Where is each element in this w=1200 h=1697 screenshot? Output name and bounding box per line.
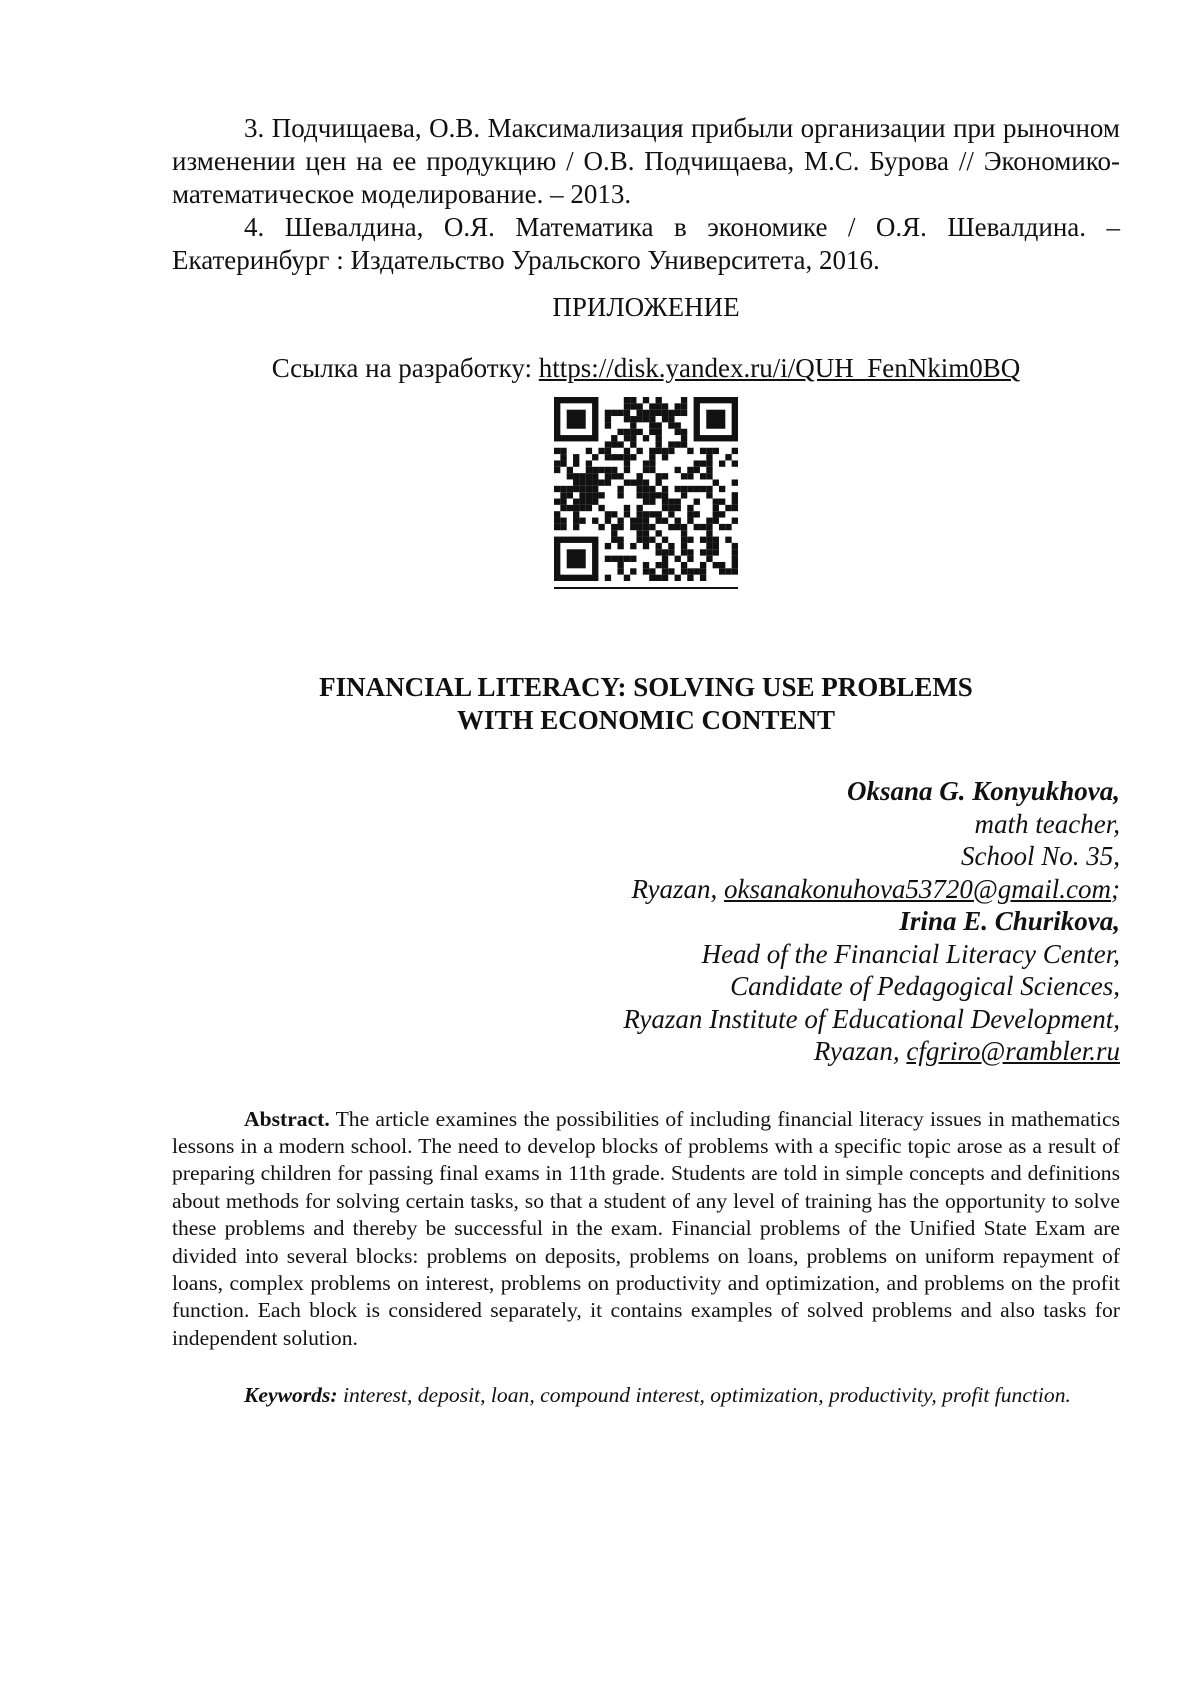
keywords-paragraph	[172, 1382, 1120, 1409]
keywords-text: interest, deposit, loan, compound interest, optimization, productivity, profit function.	[343, 1383, 1071, 1407]
reference-4: 4. Шевалдина, О.Я. Математика в экономике / О.Я. Шевалдина. – Екатеринбург : Издательство Уральского Университета, 2016.	[172, 211, 1120, 277]
keywords-label: Keywords:	[244, 1383, 338, 1407]
article-title	[172, 671, 1120, 737]
author-2-city: Ryazan,	[814, 1036, 900, 1066]
author-1-affiliation: School No. 35,	[172, 840, 1120, 873]
reference-3: 3. Подчищаева, О.В. Максимализация прибыли организации при рыночном изменении цен на ее продукцию / О.В. Подчищаева, М.С. Бурова // Экономико-математическое моделирование. – 2013.	[172, 112, 1120, 211]
author-2-email[interactable]: cfgriro@rambler.ru	[906, 1036, 1120, 1066]
author-2-position: Head of the Financial Literacy Center,	[172, 938, 1120, 971]
author-1-position: math teacher,	[172, 808, 1120, 841]
author-1-city: Ryazan,	[631, 874, 717, 904]
appendix-heading: ПРИЛОЖЕНИЕ	[172, 291, 1120, 324]
abstract-label: Abstract.	[244, 1107, 330, 1131]
appendix-link[interactable]: https://disk.yandex.ru/i/QUH_FenNkim0BQ	[539, 353, 1021, 383]
author-2-affiliation: Ryazan Institute of Educational Development,	[172, 1003, 1120, 1036]
article-title-line-2: WITH ECONOMIC CONTENT	[172, 704, 1120, 737]
author-1-contact	[172, 873, 1120, 906]
appendix-link-line	[172, 352, 1120, 385]
qr-code-icon	[554, 397, 738, 581]
author-1-separator: ;	[1111, 874, 1120, 904]
authors-block	[172, 775, 1120, 1068]
abstract-text: The article examines the possibilities of including financial literacy issues in mathematics lessons in a modern school. The need to develop blocks of problems with a specific topic arose as a result of preparing children for passing final exams in 11th grade. Students are told in simple concepts and definitions about methods for solving certain tasks, so that a student of any level of training has the opportunity to solve these problems and thereby be successful in the exam. Financial problems of the Unified State Exam are divided into several blocks: problems on deposits, problems on loans, problems on uniform repayment of loans, complex problems on interest, problems on productivity and optimization, and problems on the profit function. Each block is considered separately, it contains examples of solved problems and also tasks for independent solution.	[172, 1107, 1120, 1350]
article-title-line-1: FINANCIAL LITERACY: SOLVING USE PROBLEMS	[172, 671, 1120, 704]
appendix-link-label: Ссылка на разработку:	[272, 353, 532, 383]
author-2-degree: Candidate of Pedagogical Sciences,	[172, 970, 1120, 1003]
author-1-email[interactable]: oksanakonuhova53720@gmail.com	[724, 874, 1111, 904]
author-2-name: Irina E. Churikova,	[172, 905, 1120, 938]
author-2-contact	[172, 1035, 1120, 1068]
abstract-paragraph	[172, 1106, 1120, 1353]
author-1-name: Oksana G. Konyukhova,	[172, 775, 1120, 808]
document-page	[172, 112, 1120, 1431]
qr-code	[554, 397, 738, 589]
